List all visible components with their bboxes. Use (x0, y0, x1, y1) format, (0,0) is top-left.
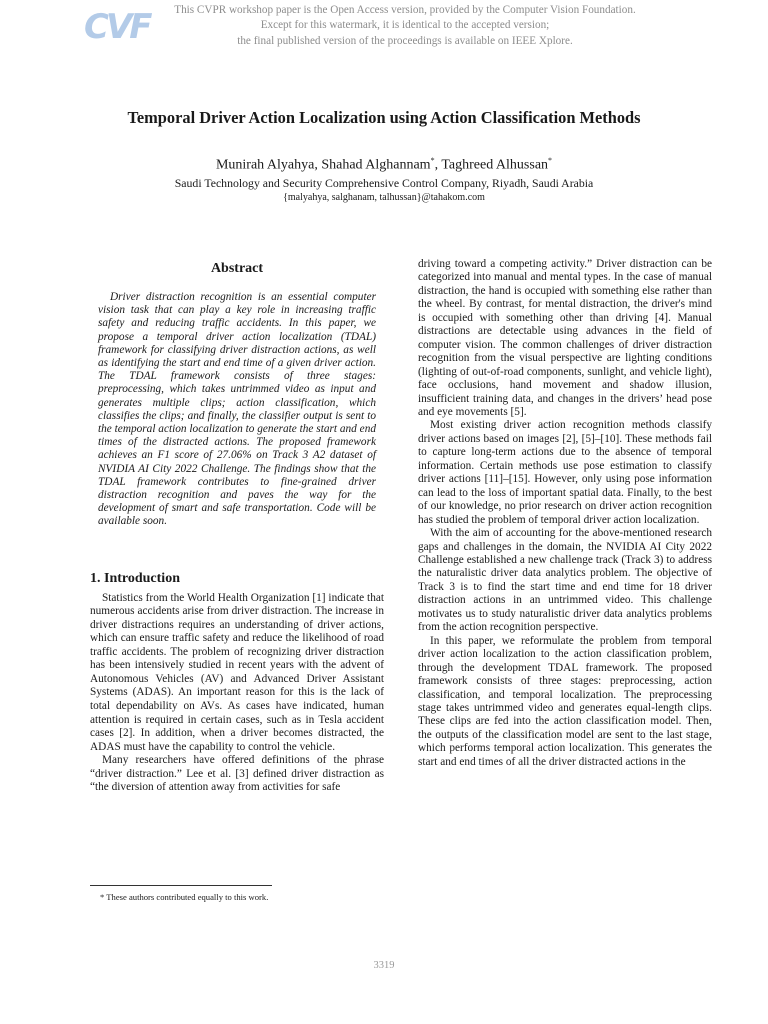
author-mark: * (548, 156, 553, 165)
watermark-line: This CVPR workshop paper is the Open Access version, provided by the Computer Vision Foundation. (174, 4, 636, 16)
paper-title: Temporal Driver Action Localization using Action Classification Methods (127, 108, 641, 127)
left-column (90, 258, 384, 795)
author-name: Taghreed Alhussan (441, 157, 549, 173)
author-name: Munirah Alyahya (215, 157, 315, 173)
author-emails: {malyahya, salghanam, talhussan}@tahakom.com (283, 192, 485, 203)
author-separator: , (434, 157, 442, 173)
abstract-heading: Abstract (210, 261, 264, 276)
footnote-divider (90, 885, 272, 886)
watermark-line: the final published version of the proceedings is available on IEEE Xplore. (237, 34, 573, 47)
right-column (418, 258, 712, 769)
page-number: 3319 (373, 960, 395, 971)
author-name: Shahad Alghannam (321, 157, 431, 173)
body-paragraph: Many researchers have offered definitions of the phrase “driver distraction.” Lee et al. [3] defined driver distraction as “the diversion of attention away from activities for safe (90, 754, 384, 794)
watermark-text (150, 3, 660, 49)
body-paragraph: Statistics from the World Health Organization [1] indicate that numerous accidents arise from driver distraction. The increase in driver distractions requires an understanding of driver actions, which can ensure traffic safety and reduce the likelihood of road traffic accidents. The problem of recognizing driver distraction has been intensively studied in recent years with the advent of Autonomous Vehicles (AV) and Advanced Driver Assistant Systems (ADAS). An important reason for this is the lack of total dependability on AVs. As cases have indicated, human attention is required in certain cases, such as in Tesla accident cases [2]. In addition, when a driver becomes distracted, the ADAS must have the capability to control the vehicle. (90, 591, 384, 753)
author-list (0, 156, 768, 174)
body-paragraph: With the aim of accounting for the above-mentioned research gaps and challenges in the domain, the NVIDIA AI City 2022 Challenge established a new challenge track (Track 3) to address the naturalistic driver data analytics problem. The objective of Track 3 is to find the start time and end time for 18 driver distraction actions in an untrimmed video. This challenge motivates us to study naturalistic driver data analytics problems from the action recognition perspective. (418, 527, 712, 634)
watermark-banner (0, 0, 768, 56)
author-separator: , (314, 157, 322, 173)
watermark-line: Except for this watermark, it is identical to the accepted version; (260, 19, 550, 32)
body-paragraph: Most existing driver action recognition methods classify driver actions based on images [2], [5]–[10]. These methods fail to capture long-term actions due to the absence of temporal information. Certain methods use pose estimation to classify driver actions [11]–[15]. However, only using pose information can lead to the loss of important spatial data. Finally, to the best of our knowledge, no prior research on driver action recognition has studied the problem of temporal driver action localization. (418, 419, 712, 526)
body-paragraph: In this paper, we reformulate the problem from temporal driver action localization to the action classification problem, through the development TDAL framework. The proposed framework consists of three stages: preprocessing, action classification, and temporal localization. The preprocessing stage takes untrimmed video and generates equal-length clips. These clips are fed into the action classification model. Then, the outputs of the classification model are sent to the last stage, which performs temporal action localization. This generates the start and end times of all the driver distracted actions in the (418, 634, 712, 768)
svg-text:CVF: CVF (84, 7, 150, 47)
body-paragraph: driving toward a competing activity.” Driver distraction can be categorized into manual and mental types. In the case of manual distraction, the hand is occupied with something else rather than the wheel. By contrast, for mental distraction, the driver's mind is occupied with something other than driving [4]. Manual distractions are detectable using advances in the field of computer vision. The common challenges of driver distraction recognition from the visual perspective are lighting conditions (lighting of out-of-road components, sunlight, and vehicle light), face occlusions, hand movement and shadow illusion, insufficient training data, and changes in the drivers’ head pose and eye movements [5]. (418, 258, 712, 418)
cvf-logo-icon (82, 4, 150, 47)
affiliation: Saudi Technology and Security Comprehensive Control Company, Riyadh, Saudi Arabia (174, 176, 594, 190)
footnote: * These authors contributed equally to this work. (100, 892, 269, 902)
author-mark: * (430, 156, 435, 165)
abstract-text: Driver distraction recognition is an essential computer vision task that can play a key role in increasing traffic safety and reducing traffic accidents. In this paper, we propose a temporal driver action localization (TDAL) framework for classifying driver distraction actions, as well as identifying the start and end time of a given driver action. The TDAL framework consists of three stages: preprocessing, which takes untrimmed video as input and generates multiple clips; action classification, which classifies the clips; and finally, the classifier output is sent to the temporal action localization to generate the start and end times of the distracted actions. The proposed framework achieves an F1 score of 27.06% on Track 3 A2 dataset of NVIDIA AI City 2022 Challenge. The findings show that the TDAL framework contributes to fine-grained driver distraction recognition and paves the way for the development of smart and safe transportation. Code will be available soon. (98, 291, 376, 528)
section-heading: 1. Introduction (90, 570, 180, 586)
